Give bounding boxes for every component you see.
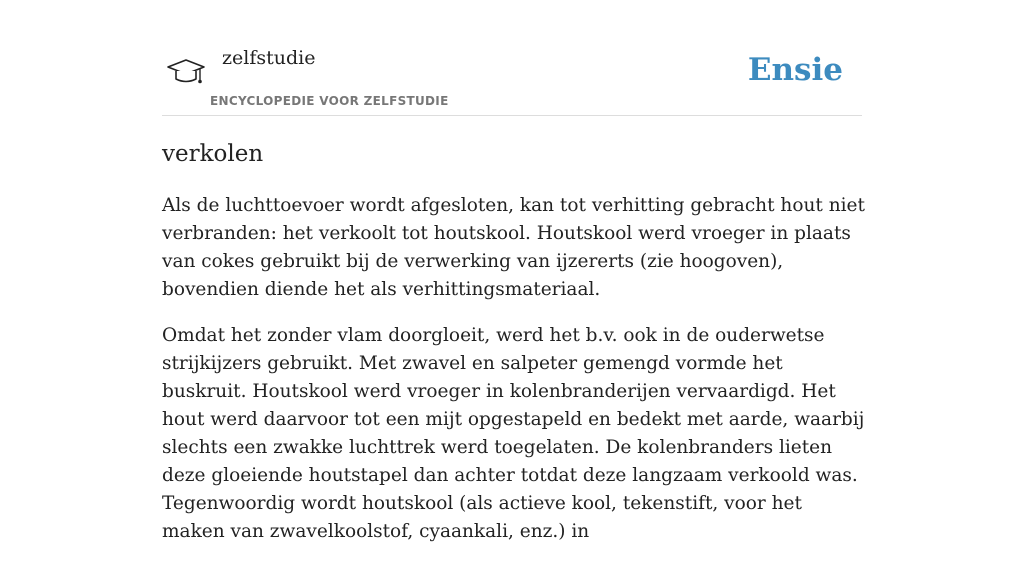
graduation-cap-icon[interactable]	[162, 52, 206, 92]
page-title: verkolen	[162, 141, 264, 167]
site-header	[162, 40, 862, 116]
paragraph: Als de luchttoevoer wordt afgesloten, kan tot verhitting gebracht hout niet verbranden: het verkoolt tot houtskool. Houtskool werd vroeger in plaats van cokes gebruikt bij de verwerking van ijzererts (zie hoogoven), bovendien diende het als verhittingsmateriaal.	[162, 195, 865, 300]
paragraph: Omdat het zonder vlam doorgloeit, werd het b.v. ook in de ouderwetse strijkijzers gebruikt. Met zwavel en salpeter gemengd vormde het buskruit. Houtskool werd vroeger in kolenbranderijen vervaardigd. Het hout werd daarvoor tot een mijt opgestapeld en bedekt met aarde, waarbij slechts een zwakke luchttrek werd toegelaten. De kolenbranders lieten deze gloeiende houtstapel dan achter totdat deze langzaam verkoold was. Tegenwoordig wordt houtskool (als actieve kool, tekenstift, voor het maken van zwavelkoolstof, cyaankali, enz.) in	[162, 325, 865, 542]
brand-logo-link[interactable]: Ensie	[747, 52, 843, 88]
site-tagline: ENCYCLOPEDIE VOOR ZELFSTUDIE	[210, 94, 449, 108]
site-name[interactable]: zelfstudie	[222, 47, 316, 69]
article-body	[162, 192, 868, 564]
